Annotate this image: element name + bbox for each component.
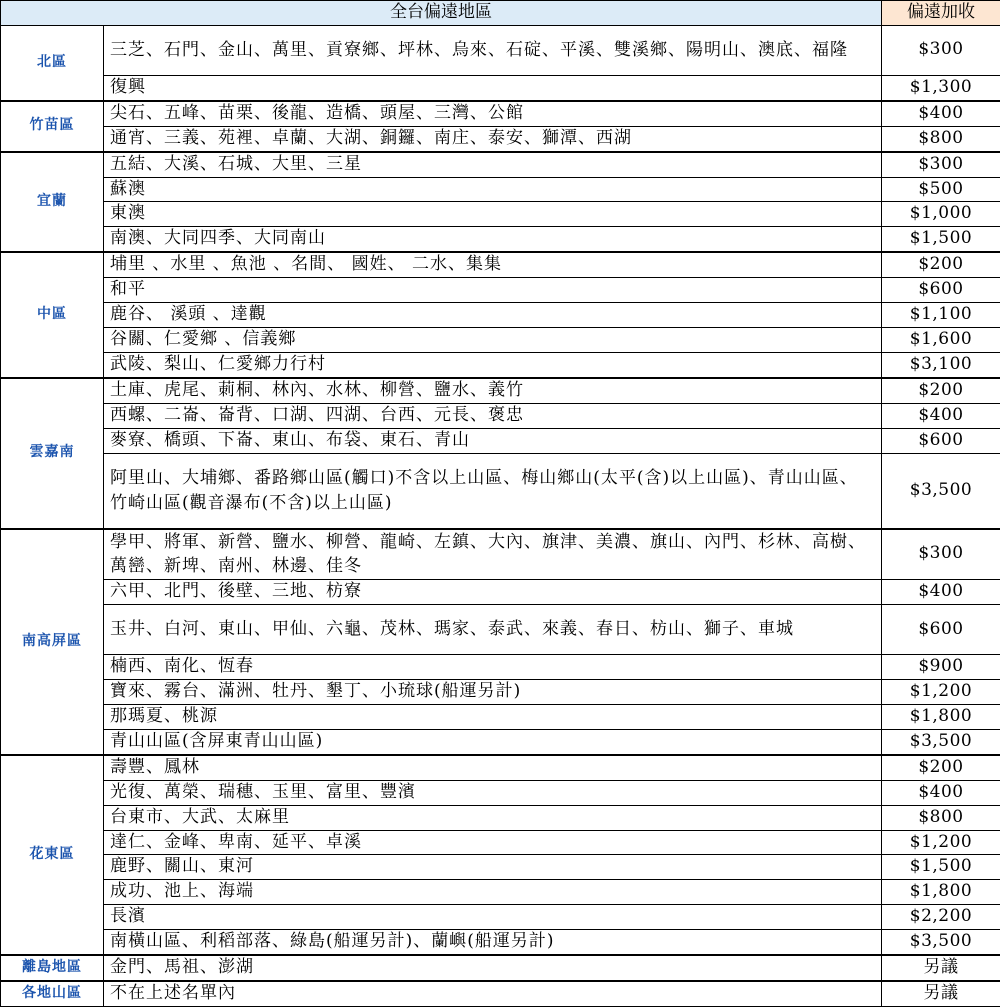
fee-cell: $3,100	[882, 352, 1000, 377]
table-row	[1, 930, 1000, 955]
table-row	[1, 755, 1000, 780]
area-text: 三芝、石門、金山、萬里、貢寮鄉、坪林、烏來、石碇、平溪、雙溪鄉、陽明山、澳底、福隆	[110, 40, 848, 60]
table-row	[1, 680, 1000, 705]
table-row	[1, 25, 1000, 75]
table-row	[1, 227, 1000, 252]
area-cell: 長濱	[104, 905, 882, 930]
fee-cell: $600	[882, 278, 1000, 303]
region-label: 花東區	[1, 755, 104, 955]
table-row	[1, 529, 1000, 580]
area-cell: 麥寮、橋頭、下崙、東山、布袋、東石、青山	[104, 428, 882, 453]
area-cell: 成功、池上、海端	[104, 880, 882, 905]
fee-cell: $1,200	[882, 680, 1000, 705]
fee-cell: $1,800	[882, 705, 1000, 730]
area-cell: 東澳	[104, 202, 882, 227]
table-row	[1, 780, 1000, 805]
area-cell: 鹿谷、 溪頭 、達觀	[104, 303, 882, 328]
area-cell: 玉井、白河、東山、甲仙、六龜、茂林、瑪家、泰武、來義、春日、枋山、獅子、車城	[104, 605, 882, 655]
area-cell: 通宵、三義、苑裡、卓蘭、大湖、銅鑼、南庄、泰安、獅潭、西湖	[104, 126, 882, 151]
area-cell: 楠西、南化、恆春	[104, 655, 882, 680]
region-label: 各地山區	[1, 981, 104, 1006]
fee-cell: $1,300	[882, 75, 1000, 100]
area-cell: 鹿野、關山、東河	[104, 855, 882, 880]
fee-cell: 另議	[882, 981, 1000, 1006]
fee-cell: $1,500	[882, 855, 1000, 880]
fee-column-header: 偏遠加收	[882, 1, 1000, 26]
area-cell: 南澳、大同四季、大同南山	[104, 227, 882, 252]
fee-cell: $900	[882, 655, 1000, 680]
fee-cell: $1,200	[882, 830, 1000, 855]
fee-cell: $3,500	[882, 930, 1000, 955]
fee-cell: $1,600	[882, 327, 1000, 352]
table-row	[1, 830, 1000, 855]
region-label: 中區	[1, 252, 104, 378]
fee-cell: $600	[882, 605, 1000, 655]
area-cell: 谷關、仁愛鄉 、信義鄉	[104, 327, 882, 352]
fee-cell: $3,500	[882, 729, 1000, 754]
area-cell: 埔里 、水里 、魚池 、名間、 國姓、 二水、集集	[104, 252, 882, 277]
table-row	[1, 705, 1000, 730]
fee-cell: $800	[882, 126, 1000, 151]
region-label: 南高屏區	[1, 529, 104, 755]
table-row	[1, 75, 1000, 100]
area-cell: 武陵、梨山、仁愛鄉力行村	[104, 352, 882, 377]
table-title: 全台偏遠地區	[1, 1, 882, 26]
area-cell: 學甲、將軍、新營、鹽水、柳營、龍崎、左鎮、大內、旗津、美濃、旗山、內門、杉林、高樹、萬巒、新埤、南州、林邊、佳冬	[104, 529, 882, 580]
table-row	[1, 252, 1000, 277]
region-label: 竹苗區	[1, 101, 104, 152]
area-cell: 土庫、虎尾、莿桐、林內、水林、柳營、鹽水、義竹	[104, 378, 882, 403]
table-row	[1, 177, 1000, 202]
area-cell: 那瑪夏、桃源	[104, 705, 882, 730]
fee-cell: $600	[882, 428, 1000, 453]
area-cell: 蘇澳	[104, 177, 882, 202]
table-row	[1, 580, 1000, 605]
table-row	[1, 729, 1000, 754]
table-row	[1, 955, 1000, 981]
fee-cell: $500	[882, 177, 1000, 202]
area-cell: 西螺、二崙、崙背、口湖、四湖、台西、元長、褒忠	[104, 403, 882, 428]
table-row	[1, 981, 1000, 1006]
fee-cell: $300	[882, 152, 1000, 177]
fee-cell: $200	[882, 252, 1000, 277]
area-cell: 阿里山、大埔鄉、番路鄉山區(觸口)不含以上山區、梅山鄉山(太平(含)以上山區)、青山山區、竹崎山區(觀音瀑布(不含)以上山區)	[104, 453, 882, 529]
table-row	[1, 126, 1000, 151]
table-row	[1, 101, 1000, 126]
area-cell	[104, 25, 882, 75]
header-row	[1, 1, 1000, 26]
area-cell: 壽豐、鳳林	[104, 755, 882, 780]
fee-cell: $300	[882, 529, 1000, 580]
table-row	[1, 428, 1000, 453]
fee-cell: $400	[882, 580, 1000, 605]
area-cell: 光復、萬榮、瑞穗、玉里、富里、豐濱	[104, 780, 882, 805]
area-cell: 台東市、大武、太麻里	[104, 805, 882, 830]
table-row	[1, 152, 1000, 177]
area-cell: 南橫山區、利稻部落、綠島(船運另計)、蘭嶼(船運另計)	[104, 930, 882, 955]
fee-cell: $1,100	[882, 303, 1000, 328]
table-row	[1, 403, 1000, 428]
region-label: 雲嘉南	[1, 378, 104, 529]
table-row	[1, 327, 1000, 352]
table-row	[1, 605, 1000, 655]
region-label: 北區	[1, 25, 104, 100]
fee-cell: $400	[882, 403, 1000, 428]
fee-cell: $200	[882, 378, 1000, 403]
area-cell: 青山山區(含屏東青山山區)	[104, 729, 882, 754]
table-row	[1, 303, 1000, 328]
table-row	[1, 805, 1000, 830]
table-row	[1, 655, 1000, 680]
fee-cell: $1,800	[882, 880, 1000, 905]
area-cell: 和平	[104, 278, 882, 303]
fee-cell: $3,500	[882, 453, 1000, 529]
area-cell: 金門、馬祖、澎湖	[104, 955, 882, 981]
table-row	[1, 352, 1000, 377]
region-label: 宜蘭	[1, 152, 104, 253]
table-row	[1, 880, 1000, 905]
area-cell: 復興	[104, 75, 882, 100]
fee-cell: 另議	[882, 955, 1000, 981]
fee-cell: $200	[882, 755, 1000, 780]
area-cell: 五結、大溪、石城、大里、三星	[104, 152, 882, 177]
table-row	[1, 378, 1000, 403]
fee-cell: $1,500	[882, 227, 1000, 252]
area-cell: 六甲、北門、後壁、三地、枋寮	[104, 580, 882, 605]
fee-cell: $2,200	[882, 905, 1000, 930]
fee-cell: $300	[882, 25, 1000, 75]
table-row	[1, 278, 1000, 303]
region-label: 離島地區	[1, 955, 104, 981]
area-cell: 寶來、霧台、滿洲、牡丹、墾丁、小琉球(船運另計)	[104, 680, 882, 705]
table-row	[1, 202, 1000, 227]
fee-cell: $800	[882, 805, 1000, 830]
fee-cell: $400	[882, 101, 1000, 126]
fee-cell: $1,000	[882, 202, 1000, 227]
table-row	[1, 453, 1000, 529]
area-cell: 達仁、金峰、卑南、延平、卓溪	[104, 830, 882, 855]
table-row	[1, 855, 1000, 880]
table-row	[1, 905, 1000, 930]
area-cell: 尖石、五峰、苗栗、後龍、造橋、頭屋、三灣、公館	[104, 101, 882, 126]
fee-cell: $400	[882, 780, 1000, 805]
area-cell: 不在上述名單內	[104, 981, 882, 1006]
